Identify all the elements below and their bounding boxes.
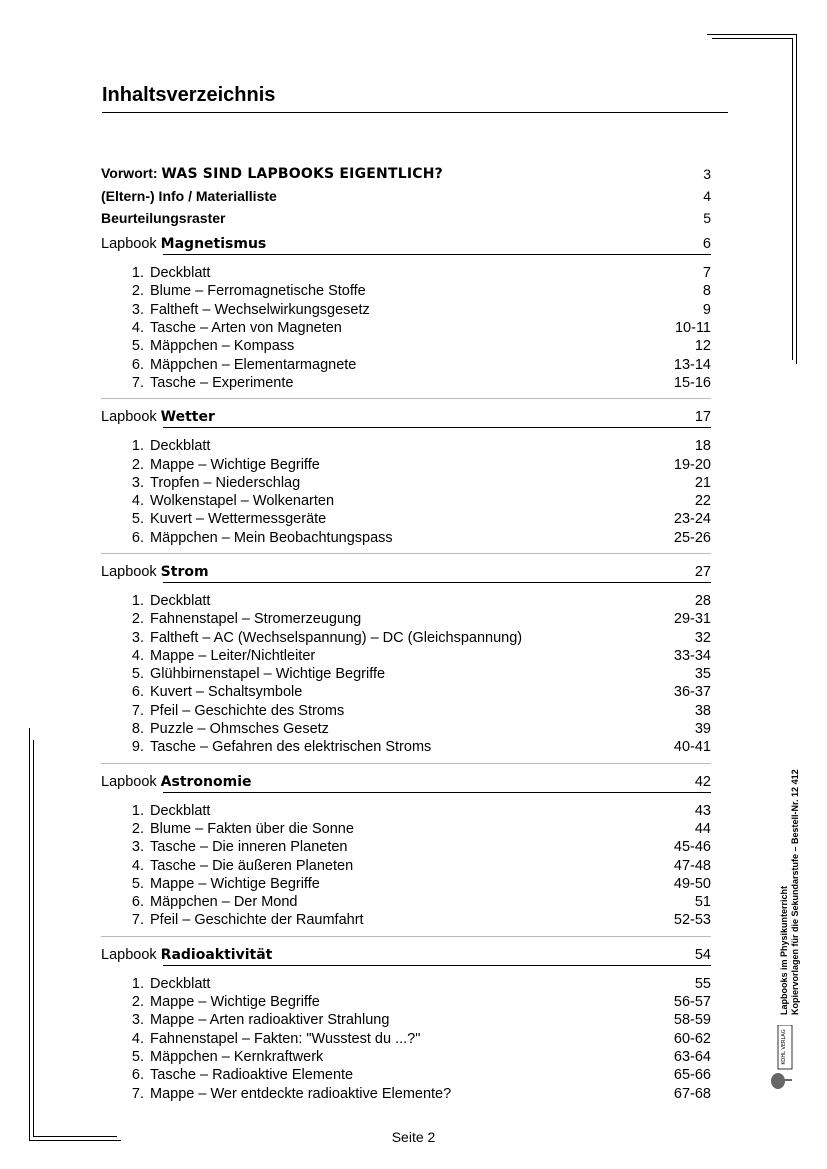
item-title: Mäppchen – Kompass: [150, 338, 295, 355]
item-number: 3.: [131, 839, 144, 856]
item-number: 6.: [131, 1067, 144, 1084]
page-number: 63-64: [673, 1048, 711, 1065]
item-number: 1.: [131, 265, 144, 282]
corner-frame-bottom-left-vertical-inner: [33, 740, 34, 1136]
section-label: Lapbook: [101, 773, 161, 790]
item-title: Fahnenstapel – Stromerzeugung: [150, 611, 362, 628]
page-number: 35: [694, 666, 711, 683]
page-number: 27: [694, 563, 711, 580]
item-number: 2.: [131, 820, 144, 837]
page-number: 52-53: [673, 912, 711, 929]
item-title: Tasche – Experimente: [150, 374, 294, 391]
page-number: 65-66: [673, 1067, 711, 1084]
list-item: [101, 683, 711, 701]
page-footer: Seite 2: [391, 1129, 436, 1145]
item-title: Blume – Ferromagnetische Stoffe: [150, 283, 366, 300]
page-number: 9: [702, 301, 711, 318]
item-title: Tasche – Radioaktive Elemente: [150, 1067, 354, 1084]
section-name: Wetter: [160, 409, 215, 426]
page-number: 13-14: [673, 356, 711, 373]
table-of-contents: [101, 160, 711, 1109]
section-heading: [101, 403, 711, 425]
page-number: 3: [703, 166, 711, 182]
page-number: 60-62: [673, 1030, 711, 1047]
lapbook-section: [101, 558, 711, 764]
list-item: [101, 1066, 711, 1084]
item-number: 3.: [131, 474, 144, 491]
page-number: 5: [703, 210, 711, 226]
item-number: 6.: [131, 529, 144, 546]
item-title: Mappe – Leiter/Nichtleiter: [150, 647, 316, 664]
page-number: 43: [694, 802, 711, 819]
front-matter-list: [101, 160, 711, 226]
corner-frame-top-right: [707, 34, 796, 35]
publisher-logo-text: KOHL VERLAG: [781, 1029, 787, 1065]
list-item: [101, 875, 711, 893]
item-title: Deckblatt: [150, 438, 211, 455]
item-title: Tasche – Gefahren des elektrischen Stroms: [150, 739, 432, 756]
page-number: 29-31: [673, 611, 711, 628]
item-number: 5.: [131, 1048, 144, 1065]
item-title: Mäppchen – Elementarmagnete: [150, 356, 357, 373]
front-matter-entry: [101, 160, 711, 182]
section-item-list: [101, 966, 711, 1109]
page-number: 6: [702, 236, 711, 252]
item-title: Mäppchen – Kernkraftwerk: [150, 1048, 324, 1065]
page-number: 42: [694, 773, 711, 790]
list-item: [101, 355, 711, 373]
item-number: 5.: [131, 338, 144, 355]
item-number: 5.: [131, 666, 144, 683]
item-number: 2.: [131, 611, 144, 628]
page-number: 17: [694, 409, 711, 426]
item-title: Mappe – Arten radioaktiver Strahlung: [150, 1012, 390, 1029]
item-number: 1.: [131, 802, 144, 819]
item-number: 5.: [131, 511, 144, 528]
list-item: [101, 437, 711, 455]
list-item: [101, 282, 711, 300]
side-imprint-line1: Lapbooks im Physikunterricht: [779, 885, 789, 1015]
item-title: Deckblatt: [150, 265, 211, 282]
item-title: Tropfen – Niederschlag: [150, 474, 301, 491]
page-number: 39: [694, 721, 711, 738]
page-number: 47-48: [673, 857, 711, 874]
item-title: Mäppchen – Der Mond: [150, 894, 298, 911]
list-item: [101, 1084, 711, 1102]
item-number: 2.: [131, 456, 144, 473]
list-item: [101, 720, 711, 738]
page-number: 55: [694, 975, 711, 992]
entry-title: Beurteilungsraster: [101, 210, 226, 226]
page-number: 18: [694, 438, 711, 455]
page-number: 25-26: [673, 529, 711, 546]
page-title: Inhaltsverzeichnis: [102, 84, 276, 106]
list-item: [101, 592, 711, 610]
list-item: [101, 374, 711, 392]
corner-frame-top-right-inner: [712, 38, 792, 39]
item-number: 4.: [131, 1030, 144, 1047]
item-number: 9.: [131, 739, 144, 756]
page-number: 8: [702, 283, 711, 300]
entry-title: (Eltern-) Info / Materialliste: [101, 188, 277, 204]
page-number: 33-34: [673, 647, 711, 664]
item-title: Kuvert – Schaltsymbole: [150, 684, 303, 701]
item-number: 3.: [131, 1012, 144, 1029]
entry-title-decorative: WAS SIND LAPBOOKS EIGENTLICH?: [161, 166, 443, 182]
item-number: 6.: [131, 894, 144, 911]
section-name: Strom: [160, 563, 209, 580]
list-item: [101, 264, 711, 282]
item-number: 6.: [131, 356, 144, 373]
item-title: Faltheft – Wechselwirkungsgesetz: [150, 301, 370, 318]
item-title: Pfeil – Geschichte der Raumfahrt: [150, 912, 364, 929]
item-number: 7.: [131, 912, 144, 929]
item-title: Deckblatt: [150, 975, 211, 992]
section-heading: [101, 558, 711, 580]
section-name: Magnetismus: [160, 236, 267, 252]
section-item-list: [101, 793, 711, 937]
item-title: Mappe – Wichtige Begriffe: [150, 875, 320, 892]
front-matter-entry: [101, 204, 711, 226]
item-number: 4.: [131, 647, 144, 664]
page-number: 23-24: [673, 511, 711, 528]
page-number: 44: [694, 820, 711, 837]
corner-frame-bottom-left-vertical: [29, 728, 30, 1140]
item-title: Blume – Fakten über die Sonne: [150, 820, 354, 837]
list-item: [101, 510, 711, 528]
list-item: [101, 838, 711, 856]
list-item: [101, 474, 711, 492]
list-item: [101, 820, 711, 838]
side-imprint-line2: Kopiervorlagen für die Sekundarstufe – Bestell-Nr. 12 412: [790, 769, 800, 1015]
item-title: Tasche – Die inneren Planeten: [150, 839, 348, 856]
item-title: Mappe – Wer entdeckte radioaktive Elemente?: [150, 1085, 452, 1102]
page-number: 12: [694, 338, 711, 355]
page-number: 4: [703, 188, 711, 204]
list-item: [101, 856, 711, 874]
list-item: [101, 337, 711, 355]
item-number: 4.: [131, 493, 144, 510]
list-item: [101, 993, 711, 1011]
section-label: Lapbook: [101, 236, 161, 252]
lapbook-section: [101, 768, 711, 937]
list-item: [101, 1030, 711, 1048]
page-number: 7: [702, 265, 711, 282]
list-item: [101, 975, 711, 993]
item-title: Deckblatt: [150, 593, 211, 609]
item-title: Mappe – Wichtige Begriffe: [150, 994, 320, 1011]
list-item: [101, 319, 711, 337]
item-number: 3.: [131, 629, 144, 646]
page-number: 32: [694, 629, 711, 646]
corner-frame-top-right-vertical: [796, 34, 797, 364]
item-title: Mappe – Wichtige Begriffe: [150, 456, 320, 473]
item-number: 4.: [131, 857, 144, 874]
section-name: Radioaktivität: [160, 946, 273, 963]
item-title: Tasche – Die äußeren Planeten: [150, 857, 354, 874]
item-number: 6.: [131, 684, 144, 701]
list-item: [101, 647, 711, 665]
section-label: Lapbook: [101, 946, 161, 963]
item-number: 7.: [131, 702, 144, 719]
page-number: 36-37: [673, 684, 711, 701]
page-number: 58-59: [673, 1012, 711, 1029]
lapbook-section: [101, 230, 711, 399]
publisher-logo: [770, 1025, 796, 1091]
list-item: [101, 738, 711, 756]
section-item-list: [101, 255, 711, 399]
item-title: Pfeil – Geschichte des Stroms: [150, 702, 345, 719]
list-item: [101, 610, 711, 628]
section-heading: [101, 768, 711, 790]
item-number: 3.: [131, 301, 144, 318]
list-item: [101, 301, 711, 319]
corner-frame-top-right-vertical-inner: [792, 38, 793, 360]
section-list: [101, 230, 711, 1109]
page-number: 67-68: [673, 1085, 711, 1102]
section-item-list: [101, 428, 711, 554]
item-title: Tasche – Arten von Magneten: [150, 320, 342, 337]
list-item: [101, 455, 711, 473]
page-number: 38: [694, 702, 711, 719]
tree-icon: [771, 1073, 785, 1089]
list-item: [101, 492, 711, 510]
list-item: [101, 1011, 711, 1029]
page-number: 21: [694, 474, 711, 491]
item-title: Fahnenstapel – Fakten: "Wusstest du ...?": [150, 1030, 421, 1047]
lapbook-section: [101, 941, 711, 1109]
item-number: 2.: [131, 283, 144, 300]
item-title: Wolkenstapel – Wolkenarten: [150, 493, 335, 510]
list-item: [101, 893, 711, 911]
item-title: Deckblatt: [150, 802, 211, 819]
page-number: 49-50: [673, 875, 711, 892]
list-item: [101, 665, 711, 683]
item-number: 4.: [131, 320, 144, 337]
section-label: Lapbook: [101, 409, 161, 426]
list-item: [101, 911, 711, 929]
section-heading: [101, 230, 711, 252]
item-number: 5.: [131, 875, 144, 892]
lapbook-section: [101, 403, 711, 554]
item-number: 8.: [131, 721, 144, 738]
page-number: 56-57: [673, 994, 711, 1011]
title-divider: [102, 112, 728, 113]
section-name: Astronomie: [160, 773, 252, 790]
item-number: 7.: [131, 1085, 144, 1102]
item-title: Faltheft – AC (Wechselspannung) – DC (Gleichspannung): [150, 629, 523, 646]
list-item: [101, 802, 711, 820]
page-number: 28: [694, 593, 711, 609]
entry-title: Vorwort: WAS SIND LAPBOOKS EIGENTLICH?: [101, 165, 443, 182]
page-number: 45-46: [673, 839, 711, 856]
page-number: 10-11: [674, 320, 711, 337]
item-number: 7.: [131, 374, 144, 391]
section-item-list: [101, 583, 711, 764]
item-title: Kuvert – Wettermessgeräte: [150, 511, 327, 528]
page-number: 51: [694, 894, 711, 911]
front-matter-entry: [101, 182, 711, 204]
item-number: 1.: [131, 975, 144, 992]
page-number: 15-16: [673, 374, 711, 391]
list-item: [101, 529, 711, 547]
item-number: 1.: [131, 593, 144, 609]
section-heading: [101, 941, 711, 963]
page-number: 22: [694, 493, 711, 510]
item-title: Mäppchen – Mein Beobachtungspass: [150, 529, 393, 546]
item-title: Puzzle – Ohmsches Gesetz: [150, 721, 329, 738]
page-number: 40-41: [673, 739, 711, 756]
item-title: Glühbirnenstapel – Wichtige Begriffe: [150, 666, 386, 683]
side-imprint: [779, 769, 801, 1015]
item-number: 1.: [131, 438, 144, 455]
list-item: [101, 702, 711, 720]
item-number: 2.: [131, 994, 144, 1011]
list-item: [101, 628, 711, 646]
page-number: 54: [694, 946, 711, 963]
page-number: 19-20: [673, 456, 711, 473]
section-label: Lapbook: [101, 563, 161, 580]
list-item: [101, 1048, 711, 1066]
